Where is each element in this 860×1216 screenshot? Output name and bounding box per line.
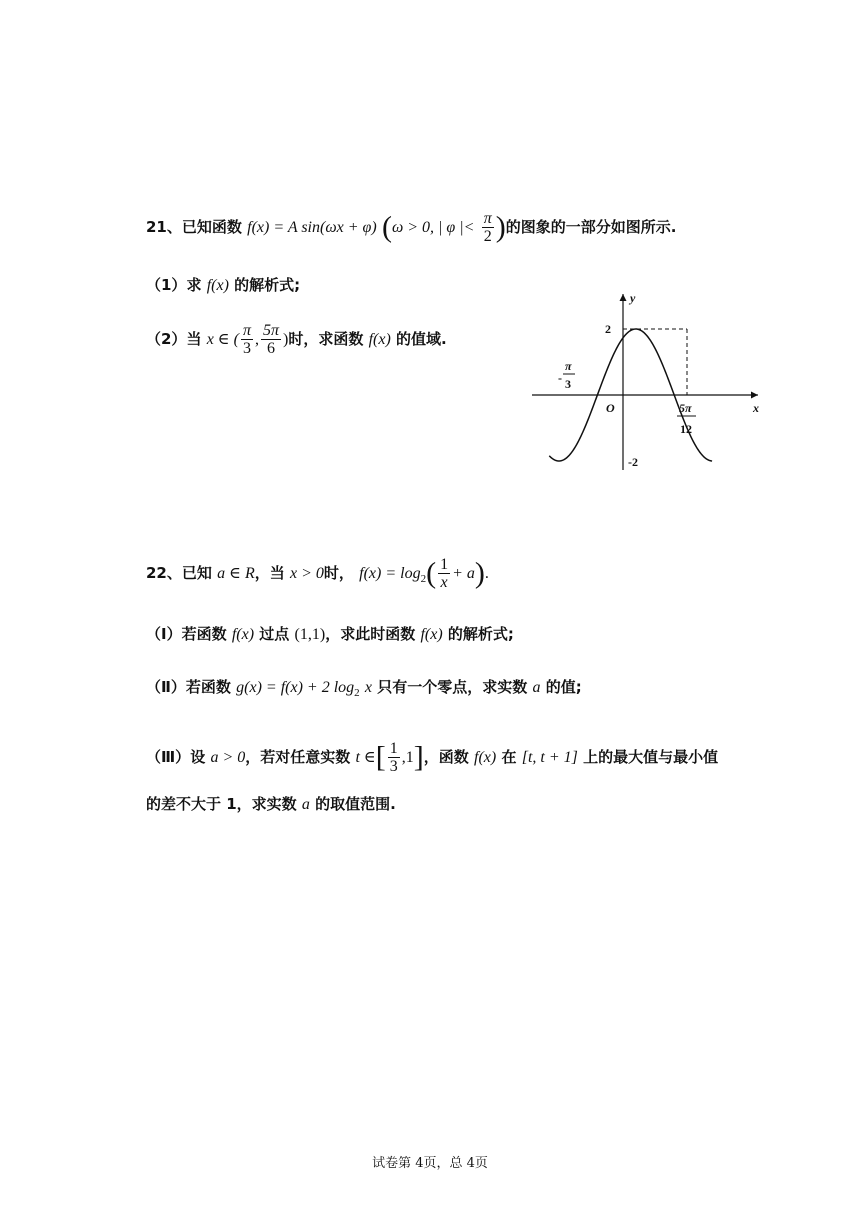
fraction-numerator: π	[242, 322, 251, 339]
origin-label: O	[606, 401, 615, 415]
interval-close: )	[283, 331, 289, 348]
y-min-label: -2	[628, 455, 638, 469]
fraction-denominator: x	[440, 574, 448, 591]
variable-x: x	[364, 679, 372, 696]
part-text: 在	[501, 748, 517, 766]
left-paren: (	[381, 210, 392, 244]
interval-open: x ∈ (	[206, 331, 239, 348]
part-text: 求	[186, 276, 202, 294]
part-text: 只有一个零点，求实数	[377, 678, 528, 696]
fraction-numerator: π	[483, 210, 492, 227]
right-paren: )	[474, 556, 485, 590]
log-base: 2	[420, 573, 427, 585]
q22-part2	[146, 675, 582, 705]
part-text: 的差不大于 1，求实数	[146, 795, 297, 813]
condition-a-positive: a > 0	[210, 749, 246, 766]
fraction-denominator: 3	[242, 340, 251, 357]
neg-tick-numerator: π	[565, 359, 572, 373]
function-symbol: f(x)	[368, 331, 391, 348]
part-text: 若函数	[185, 678, 231, 696]
function-definition: f(x) = log	[359, 565, 421, 582]
function-symbol: f(x)	[206, 277, 229, 294]
function-symbol: f(x)	[231, 626, 255, 643]
part-text: 过点	[259, 625, 290, 643]
sine-graph-figure	[530, 288, 770, 478]
fraction-numerator: 5π	[262, 322, 279, 339]
part-text: 的解析式;	[234, 276, 301, 294]
part-text: ，函数	[423, 748, 469, 766]
condition-a-real: a ∈ R	[217, 565, 255, 582]
q21-stem	[146, 210, 676, 245]
right-bracket: ]	[413, 740, 424, 774]
t-membership: t ∈	[355, 749, 376, 766]
fraction-denominator: 6	[266, 340, 275, 357]
right-paren: )	[495, 210, 506, 244]
function-symbol: f(x)	[474, 749, 497, 766]
function-g-definition: g(x) = f(x) + 2 log	[236, 679, 355, 696]
q21-lead: 已知函数	[181, 218, 242, 236]
q21-part1	[146, 273, 300, 298]
log-base: 2	[354, 687, 360, 699]
part-text: 的值域.	[396, 330, 447, 348]
part-text: 的取值范围.	[315, 795, 396, 813]
fraction-1-over-x	[438, 556, 450, 591]
part-text: 若函数	[181, 625, 227, 643]
part-label: （1）	[146, 276, 187, 294]
q22-part3-line2	[146, 792, 396, 817]
point: (1,1)	[294, 626, 326, 643]
left-paren: (	[426, 556, 437, 590]
q21-formula: f(x) = A sin(ωx + φ)	[247, 219, 377, 236]
interval-upper: ,1	[401, 749, 414, 766]
fraction-pi-3	[241, 322, 253, 357]
q21-part2	[146, 322, 447, 357]
part-label: （2）	[146, 330, 187, 348]
fraction-numerator: 1	[440, 556, 449, 573]
y-max-label: 2	[605, 322, 611, 336]
fraction-5pi-6	[261, 322, 281, 357]
fraction-denominator: 3	[389, 758, 398, 775]
part-text: 时，求函数	[288, 330, 364, 348]
period: .	[484, 565, 489, 582]
pos-tick-denominator: 12	[680, 422, 692, 436]
neg-tick-denominator: 3	[565, 377, 571, 391]
q22-lead: 已知	[181, 564, 212, 582]
left-bracket: [	[375, 740, 386, 774]
x-axis-label: x	[753, 401, 759, 415]
q22-stem	[146, 556, 489, 591]
condition-x-positive: x > 0	[290, 565, 324, 582]
q21-cond-fraction	[482, 210, 494, 245]
q21-tail: 的图象的一部分如图所示.	[505, 218, 677, 236]
pos-tick-numerator: 5π	[679, 401, 692, 415]
page-footer: 试卷第 4页，总 4页	[372, 1156, 488, 1171]
part-text: ，若对任意实数	[245, 748, 351, 766]
comma: ,	[254, 331, 259, 348]
q22-number: 22、	[146, 564, 182, 582]
interval-t: [t, t + 1]	[521, 749, 578, 766]
q21-number: 21、	[146, 218, 182, 236]
part-label: （Ⅱ）	[146, 678, 186, 696]
y-axis-label: y	[630, 291, 636, 305]
q22-text: 时，	[323, 564, 354, 582]
part-text: ，求此时函数	[325, 625, 416, 643]
fraction-numerator: 1	[389, 740, 398, 757]
q22-part1	[146, 622, 514, 647]
fraction-denominator: 2	[483, 228, 492, 245]
part-text: 当	[186, 330, 202, 348]
variable-a: a	[301, 796, 310, 813]
variable-a: a	[532, 679, 541, 696]
part-text: 上的最大值与最小值	[583, 748, 719, 766]
function-symbol: f(x)	[420, 626, 443, 643]
part-text: 的解析式;	[447, 625, 514, 643]
part-label: （Ⅲ）	[146, 748, 191, 766]
neg-tick-sign: -	[558, 371, 562, 385]
part-text: 设	[190, 748, 206, 766]
fraction-1-3	[388, 740, 400, 775]
part-text: 的值;	[545, 678, 582, 696]
part-label: （Ⅰ）	[146, 625, 182, 643]
q22-part3	[146, 740, 718, 775]
q21-condition: ω > 0, | φ |<	[391, 219, 475, 236]
q22-text: ，当	[254, 564, 285, 582]
plus-a: + a	[452, 565, 475, 582]
